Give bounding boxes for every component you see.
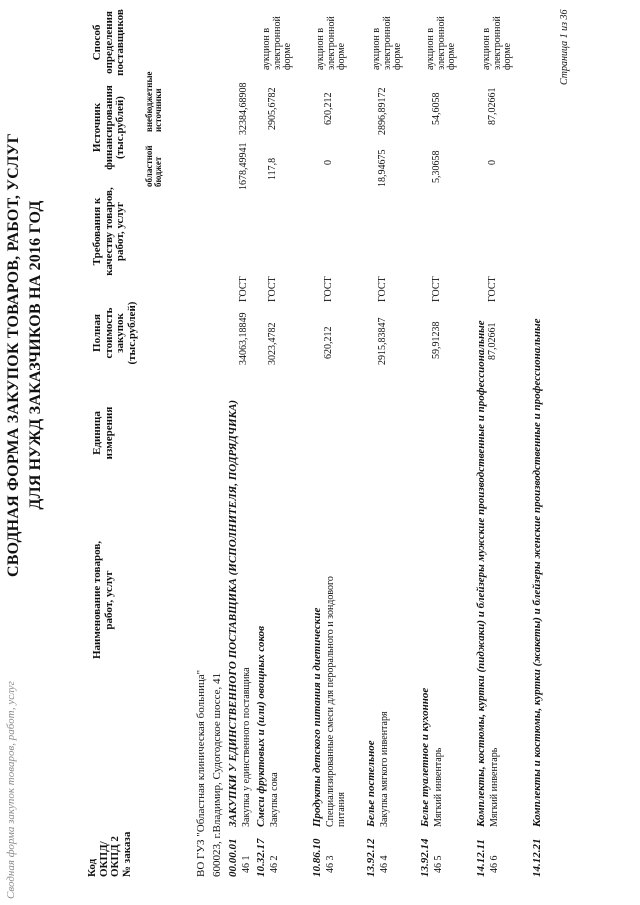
group-title: Комплекты и костюмы, куртки (жакеты) и блейзеры женские производственные и профессиональные — [531, 318, 543, 827]
col-header-source-regional: областной бюджет — [144, 145, 164, 187]
row-requirements: ГОСТ — [238, 276, 249, 302]
col-header-unit: Единица измерения — [91, 406, 115, 460]
group-title: Белье постельное — [365, 740, 377, 827]
row-cost: 3023,4782 — [267, 322, 278, 365]
row-cost: 87,02661 — [487, 322, 498, 360]
row-name: Мягкий инвентарь — [489, 747, 500, 827]
group-title: Смеси фруктовых и (или) овощных соков — [255, 625, 267, 827]
row-cost: 620,212 — [323, 326, 334, 359]
col-header-cost: Полная стоимость закупок (тыс.рублей) — [91, 301, 138, 365]
row-regional: 1678,49941 — [238, 142, 249, 190]
row-num: 46 6 — [489, 855, 500, 873]
row-name: Закупка у единственного поставщика — [241, 667, 252, 827]
row-requirements: ГОСТ — [323, 276, 334, 302]
group-title: Продукты детского питания и диетические — [311, 607, 323, 827]
row-num: 46 1 — [241, 855, 252, 873]
row-method: аукцион в электронной форме — [481, 16, 513, 70]
section-code: 00.00.01 — [227, 838, 239, 877]
row-cost: 59,91238 — [431, 321, 442, 359]
group-code: 13.92.12 — [365, 838, 377, 877]
org-address: 600023, г.Владимир, Судогодское шоссе, 41 — [211, 672, 223, 877]
row-num: 46 5 — [433, 855, 444, 873]
row-requirements: ГОСТ — [487, 276, 498, 302]
row-cost: 34063,18849 — [238, 312, 249, 365]
group-title: Комплекты, костюмы, куртки (пиджаки) и блейзеры мужские производственные и профессиональные — [475, 320, 487, 827]
row-method: аукцион в электронной форме — [371, 16, 403, 70]
row-extra: 620,212 — [323, 92, 334, 125]
row-name: Закупка сока — [269, 772, 280, 827]
col-header-code: Код ОКПД/ ОКПД 2 № заказа — [86, 831, 133, 877]
group-title: Белье туалетное и кухонное — [419, 687, 431, 827]
row-num: 46 2 — [269, 855, 280, 873]
row-name: Закупка мягкого инвентаря — [379, 711, 390, 827]
row-extra: 2896,89172 — [377, 87, 388, 135]
row-num: 46 4 — [379, 855, 390, 873]
row-requirements: ГОСТ — [377, 276, 388, 302]
row-regional: 5,30658 — [431, 150, 442, 183]
group-code: 13.92.14 — [419, 838, 431, 877]
col-header-requirements: Требования к качеству товаров, работ, услуг — [91, 187, 127, 276]
group-code: 10.32.17 — [255, 838, 267, 877]
row-name: Мягкий инвентарь — [433, 747, 444, 827]
col-header-method: Способ определения поставщиков — [91, 9, 127, 76]
row-method: аукцион в электронной форме — [261, 16, 293, 70]
row-method: аукцион в электронной форме — [425, 16, 457, 70]
col-header-name: Наименование товаров, работ, услуг — [91, 540, 115, 660]
group-code: 14.12.11 — [475, 839, 487, 877]
faint-header: Сводная форма закупок товаров, работ, услуг — [5, 681, 17, 899]
row-cost: 2915,83847 — [377, 317, 388, 365]
document-title: СВОДНАЯ ФОРМА ЗАКУПОК ТОВАРОВ, РАБОТ, УСЛУГ — [5, 133, 22, 577]
row-requirements: ГОСТ — [431, 276, 442, 302]
row-regional: 117,8 — [267, 157, 278, 180]
row-extra: 54,6058 — [431, 92, 442, 125]
row-extra: 87,02661 — [487, 87, 498, 125]
org-name: ВО ГУЗ "Областная клиническая больница" — [195, 669, 207, 877]
page-number: Страница 1 из 36 — [559, 9, 570, 85]
row-regional: 18,94675 — [377, 149, 388, 187]
document-subtitle: ДЛЯ НУЖД ЗАКАЗЧИКОВ НА 2016 ГОД — [27, 200, 44, 510]
col-header-source-extra: внебюджетные источники — [144, 71, 164, 132]
row-extra: 32384,68908 — [238, 82, 249, 135]
section-title: ЗАКУПКИ У ЕДИНСТВЕННОГО ПОСТАВЩИКА (ИСПОЛНИТЕЛЯ, ПОДРЯДЧИКА) — [227, 399, 239, 827]
row-num: 46 3 — [325, 855, 336, 873]
row-name: Специализированные смеси для перорального и зондового питания — [325, 576, 347, 827]
row-regional: 0 — [323, 160, 334, 165]
col-header-source: Источник финансирования (тыс.рублей) — [91, 85, 127, 170]
row-extra: 2905,6782 — [267, 87, 278, 130]
row-requirements: ГОСТ — [267, 276, 278, 302]
row-method: аукцион в электронной форме — [315, 16, 347, 70]
row-regional: 0 — [487, 160, 498, 165]
group-code: 14.12.21 — [531, 838, 543, 877]
group-code: 10.86.10 — [311, 838, 323, 877]
